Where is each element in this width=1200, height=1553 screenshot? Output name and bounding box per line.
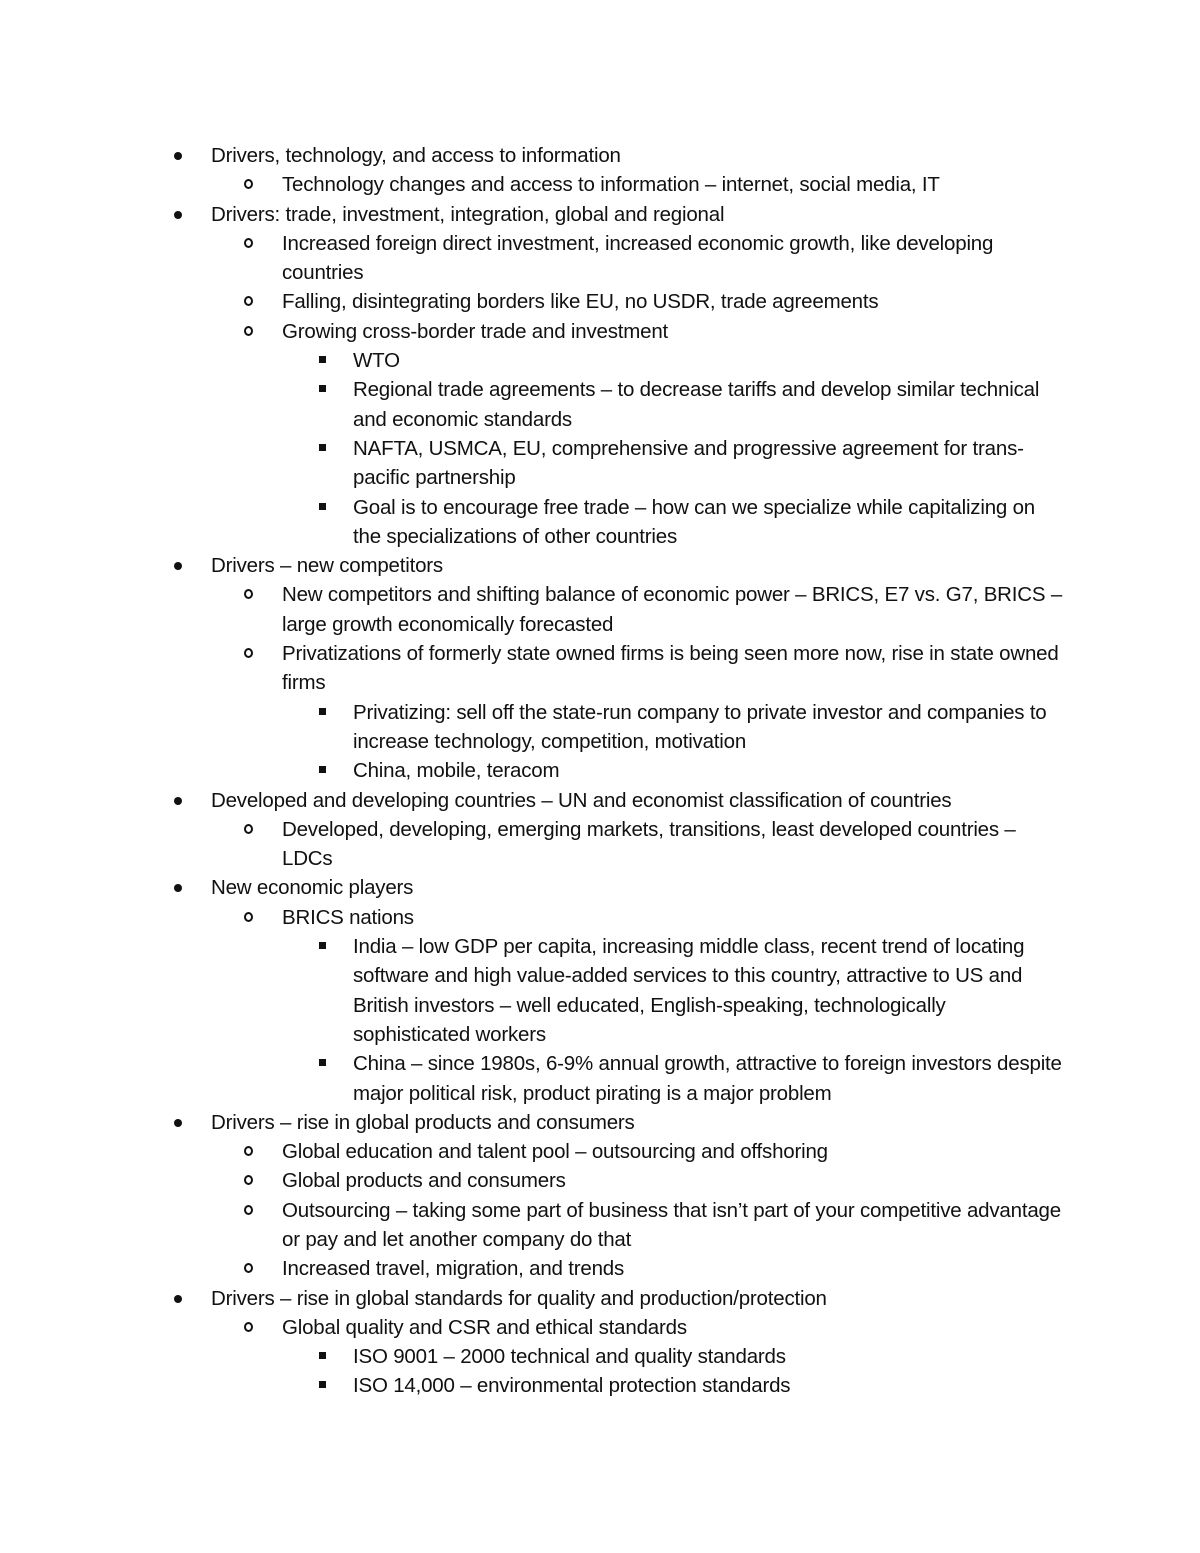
outline-item-text: Falling, disintegrating borders like EU, no USDR, trade agreements: [282, 290, 879, 314]
bullet-circle-icon: [244, 179, 253, 189]
outline-item-text: Technology changes and access to information – internet, social media, IT: [282, 173, 940, 197]
outline-item-text: Regional trade agreements – to decrease tariffs and develop similar technical and economic standards: [353, 378, 1040, 431]
outline-subsubitem: [353, 1371, 1068, 1400]
outline-subsubitem: [353, 756, 1068, 785]
bullet-circle-icon: [244, 326, 253, 336]
outline-subsubitem: [353, 493, 1068, 552]
bullet-circle-icon: [244, 296, 253, 306]
outline-sublist: [282, 580, 1068, 785]
outline-item: [168, 873, 1068, 1107]
outline-item-text: China, mobile, teracom: [353, 759, 560, 783]
bullet-square-icon: [319, 708, 326, 715]
outline-item-text: Drivers, technology, and access to information: [211, 144, 621, 167]
outline-subitem: [282, 1196, 1068, 1255]
outline-subsubitem: [353, 375, 1068, 434]
outline-subsubitem: [353, 346, 1068, 375]
outline-sublist: [282, 170, 1068, 199]
bullet-square-icon: [319, 942, 326, 949]
outline-subitem: [282, 580, 1068, 639]
outline-subitem: [282, 639, 1068, 785]
outline-sublist: [353, 932, 1068, 1108]
outline-item: [168, 200, 1068, 552]
outline-list: [168, 141, 1068, 1401]
outline-item-text: Privatizing: sell off the state-run company to private investor and companies to increase technology, competition, motivation: [353, 700, 1047, 753]
outline-item-text: Developed and developing countries – UN and economist classification of countries: [211, 788, 952, 812]
bullet-square-icon: [319, 766, 326, 773]
outline-sublist: [282, 903, 1068, 1108]
outline-item-text: Drivers: trade, investment, integration, global and regional: [211, 202, 725, 226]
outline-item-text: Growing cross-border trade and investment: [282, 319, 669, 343]
outline-item-text: ISO 14,000 – environmental protection standards: [353, 1374, 791, 1398]
bullet-circle-icon: [244, 1205, 253, 1215]
bullet-square-icon: [319, 385, 326, 392]
outline-item-text: Global education and talent pool – outsourcing and offshoring: [282, 1140, 828, 1164]
bullet-circle-icon: [244, 824, 253, 834]
outline-item-text: Increased travel, migration, and trends: [282, 1257, 625, 1281]
outline-subsubitem: [353, 698, 1068, 757]
outline-sublist: [353, 1342, 1068, 1401]
bullet-disc-icon: [174, 1119, 182, 1127]
outline-sublist: [282, 1137, 1068, 1283]
outline-subitem: [282, 815, 1068, 874]
outline-subsubitem: [353, 932, 1068, 1049]
outline-subitem: [282, 317, 1068, 551]
outline-item-text: Outsourcing – taking some part of business that isn’t part of your competitive advantage or pay and let another company do that: [282, 1198, 1061, 1251]
outline-item: [168, 786, 1068, 874]
outline-item: [168, 1284, 1068, 1401]
outline-item-text: NAFTA, USMCA, EU, comprehensive and progressive agreement for trans-pacific partnership: [353, 436, 1024, 490]
bullet-disc-icon: [174, 1295, 182, 1303]
outline-item-text: Developed, developing, emerging markets, transitions, least developed countries – LDCs: [282, 817, 1016, 871]
bullet-disc-icon: [174, 884, 182, 892]
bullet-circle-icon: [244, 589, 253, 599]
outline-subsubitem: [353, 1049, 1068, 1108]
outline-subitem: [282, 170, 1068, 199]
bullet-square-icon: [319, 1352, 326, 1359]
outline-subitem: [282, 1137, 1068, 1166]
bullet-circle-icon: [244, 1146, 253, 1156]
bullet-circle-icon: [244, 1322, 253, 1332]
bullet-square-icon: [319, 356, 326, 363]
outline-sublist: [353, 698, 1068, 786]
bullet-circle-icon: [244, 1175, 253, 1185]
bullet-disc-icon: [174, 562, 182, 570]
bullet-square-icon: [319, 503, 326, 510]
outline-item-text: Global quality and CSR and ethical standards: [282, 1315, 687, 1339]
bullet-circle-icon: [244, 912, 253, 922]
outline-subitem: [282, 903, 1068, 1108]
outline-item-text: BRICS nations: [282, 905, 414, 929]
bullet-circle-icon: [244, 1263, 253, 1273]
outline-item-text: New economic players: [211, 876, 414, 900]
bullet-square-icon: [319, 1381, 326, 1388]
bullet-circle-icon: [244, 648, 253, 658]
document-body: [168, 141, 1068, 1401]
bullet-square-icon: [319, 444, 326, 451]
outline-item-text: India – low GDP per capita, increasing middle class, recent trend of locating software and high value-added services to this country, attractive to US and British investors – well educated, English-speaking, technologically sophisticated workers: [353, 935, 1025, 1046]
outline-item-text: Increased foreign direct investment, increased economic growth, like developing countries: [282, 231, 994, 285]
outline-item: [168, 141, 1068, 200]
outline-item: [168, 551, 1068, 785]
bullet-disc-icon: [174, 152, 182, 160]
outline-item-text: Drivers – new competitors: [211, 554, 443, 578]
outline-item-text: China – since 1980s, 6-9% annual growth, attractive to foreign investors despite major political risk, product pirating is a major problem: [353, 1052, 1062, 1105]
outline-item: [168, 1108, 1068, 1284]
outline-subitem: [282, 1254, 1068, 1283]
outline-subitem: [282, 287, 1068, 316]
outline-item-text: New competitors and shifting balance of economic power – BRICS, E7 vs. G7, BRICS – large growth economically forecasted: [282, 583, 1063, 636]
outline-item-text: Goal is to encourage free trade – how can we specialize while capitalizing on the specializations of other countries: [353, 495, 1036, 548]
outline-item-text: Global products and consumers: [282, 1169, 566, 1193]
bullet-disc-icon: [174, 211, 182, 219]
outline-sublist: [353, 346, 1068, 551]
outline-item-text: WTO: [353, 349, 400, 373]
bullet-square-icon: [319, 1059, 326, 1066]
outline-subsubitem: [353, 1342, 1068, 1371]
outline-sublist: [282, 1313, 1068, 1401]
outline-item-text: Drivers – rise in global standards for quality and production/protection: [211, 1286, 827, 1310]
outline-item-text: ISO 9001 – 2000 technical and quality standards: [353, 1345, 786, 1369]
outline-item-text: Privatizations of formerly state owned firms is being seen more now, rise in state owned firms: [282, 642, 1059, 695]
outline-item-text: Drivers – rise in global products and consumers: [211, 1110, 635, 1134]
outline-sublist: [282, 815, 1068, 874]
bullet-disc-icon: [174, 797, 182, 805]
outline-subitem: [282, 229, 1068, 288]
outline-sublist: [282, 229, 1068, 551]
outline-subitem: [282, 1313, 1068, 1401]
outline-subsubitem: [353, 434, 1068, 493]
bullet-circle-icon: [244, 238, 253, 248]
outline-subitem: [282, 1166, 1068, 1195]
